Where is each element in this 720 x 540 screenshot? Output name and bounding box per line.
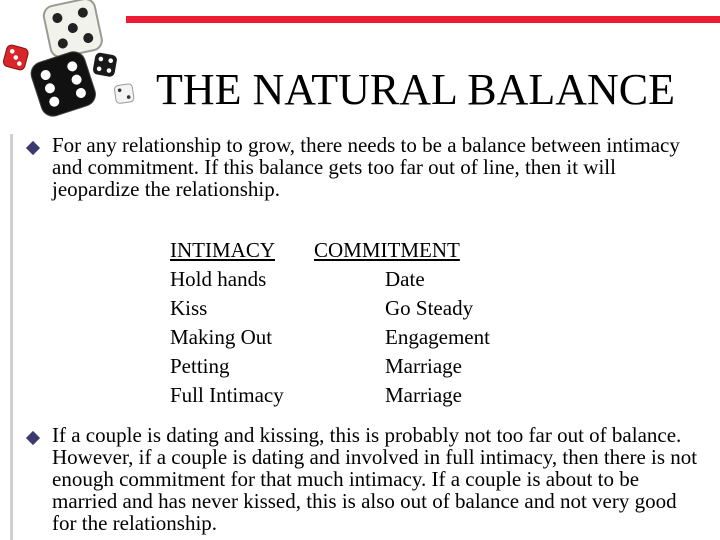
intimacy-column [170,236,284,410]
left-rule [10,134,13,540]
intimacy-item: Kiss [170,296,208,320]
slide-title: THE NATURAL BALANCE [156,65,675,114]
commitment-item: Marriage [385,383,462,407]
accent-bar [126,16,720,23]
diamond-bullet-icon [26,431,40,445]
dice-icon [0,0,160,150]
commitment-item: Go Steady [385,296,474,320]
intimacy-item: Petting [170,354,230,378]
intimacy-item: Hold hands [170,267,267,291]
commitment-column [385,265,490,410]
commitment-header: COMMITMENT [314,238,460,262]
intimacy-header: INTIMACY [170,238,275,262]
bullet-text: For any relationship to grow, there needs to be a balance between intimacy and commitment. If this balance gets too far out of line, then it will jeopardize the relationship. [52,133,680,201]
commitment-item: Date [385,267,425,291]
intimacy-item: Full Intimacy [170,383,284,407]
bullet-text: If a couple is dating and kissing, this is probably not too far out of balance. However, if a couple is dating and involved in full intimacy, then there is not enough commitment for that much intimacy. If a couple is about to be married and has never kissed, this is also out of balance and not very good for the relationship. [52,423,698,535]
commitment-item: Marriage [385,354,462,378]
intimacy-item: Making Out [170,325,273,349]
commitment-item: Engagement [385,325,490,349]
